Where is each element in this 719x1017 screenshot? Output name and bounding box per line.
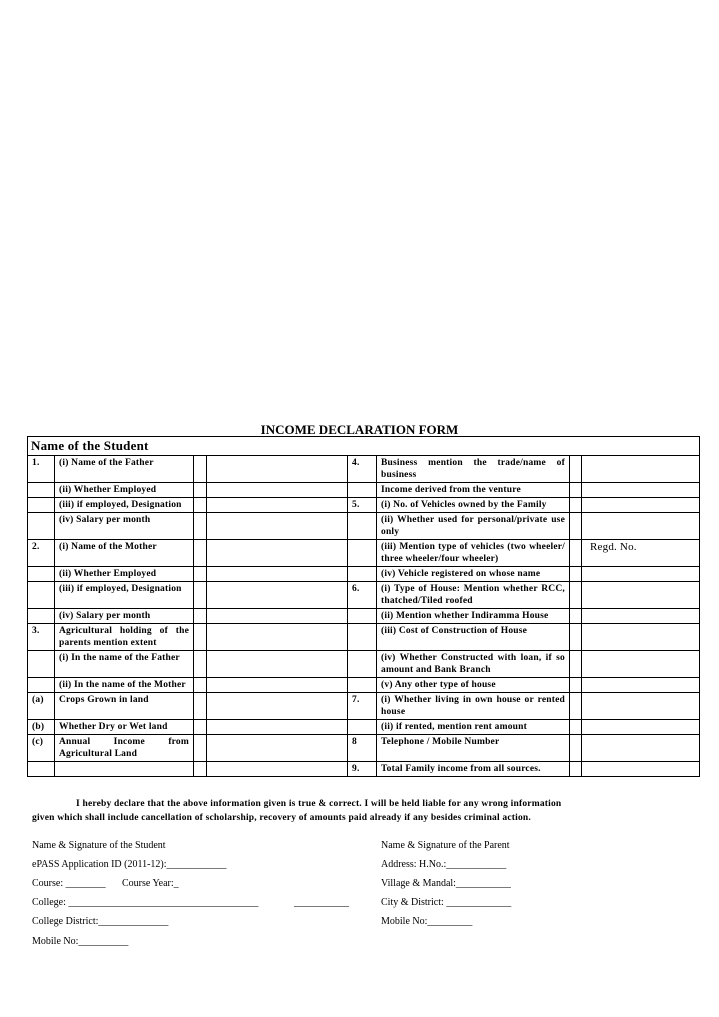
right-value-cell[interactable] — [582, 624, 700, 651]
left-row-label: Crops Grown in land — [55, 693, 194, 720]
table-row — [28, 540, 700, 567]
right-spacer-cell — [570, 735, 582, 762]
right-row-number — [348, 540, 377, 567]
left-row-number — [28, 651, 55, 678]
right-row-label: (iii) Mention type of vehicles (two wheeler/ three wheeler/four wheeler) — [377, 540, 570, 567]
table-row — [28, 567, 700, 582]
form-title: INCOME DECLARATION FORM — [260, 422, 459, 437]
left-spacer-cell — [194, 456, 207, 483]
left-value-cell[interactable] — [207, 582, 348, 609]
left-value-cell[interactable] — [207, 609, 348, 624]
right-value-cell[interactable] — [582, 720, 700, 735]
right-value-cell[interactable] — [582, 678, 700, 693]
left-spacer-cell — [194, 624, 207, 651]
left-spacer-cell — [194, 498, 207, 513]
right-row-number — [348, 651, 377, 678]
right-value-cell[interactable] — [582, 735, 700, 762]
left-row-label: (iii) if employed, Designation — [55, 498, 194, 513]
right-spacer-cell — [570, 720, 582, 735]
left-row-number — [28, 762, 55, 777]
left-spacer-cell — [194, 693, 207, 720]
left-spacer-cell — [194, 651, 207, 678]
right-row-number — [348, 609, 377, 624]
right-row-number — [348, 513, 377, 540]
student-mobile-field[interactable]: Mobile No:__________ — [32, 936, 129, 947]
left-value-cell[interactable] — [207, 567, 348, 582]
declaration-line-1: I hereby declare that the above information given is true & correct. I will be held liable for any wrong information — [76, 799, 562, 809]
right-row-label: (i) Whether living in own house or rented house — [377, 693, 570, 720]
left-value-cell[interactable] — [207, 624, 348, 651]
left-row-number — [28, 609, 55, 624]
left-row-label: Whether Dry or Wet land — [55, 720, 194, 735]
right-row-number — [348, 720, 377, 735]
left-row-label — [55, 762, 194, 777]
left-spacer-cell — [194, 513, 207, 540]
right-value-cell[interactable] — [582, 651, 700, 678]
left-row-label: (i) Name of the Father — [55, 456, 194, 483]
table-row — [28, 609, 700, 624]
student-name-row — [28, 437, 700, 456]
left-row-number: 2. — [28, 540, 55, 567]
college-district-field[interactable]: College District:______________ — [32, 916, 169, 927]
table-row — [28, 624, 700, 651]
right-value-cell[interactable] — [582, 609, 700, 624]
left-row-label: (ii) In the name of the Mother — [55, 678, 194, 693]
left-row-number — [28, 498, 55, 513]
right-row-number: 8 — [348, 735, 377, 762]
left-spacer-cell — [194, 762, 207, 777]
right-spacer-cell — [570, 540, 582, 567]
right-spacer-cell — [570, 567, 582, 582]
table-row — [28, 735, 700, 762]
table-row — [28, 762, 700, 777]
right-spacer-cell — [570, 456, 582, 483]
right-spacer-cell — [570, 483, 582, 498]
name-of-student-label: Name of the Student — [28, 437, 700, 456]
left-value-cell[interactable] — [207, 762, 348, 777]
left-value-cell[interactable] — [207, 513, 348, 540]
right-row-label: (iii) Cost of Construction of House — [377, 624, 570, 651]
left-row-label: (i) In the name of the Father — [55, 651, 194, 678]
left-row-label: (iv) Salary per month — [55, 609, 194, 624]
right-value-cell[interactable] — [582, 513, 700, 540]
student-signature-label: Name & Signature of the Student — [32, 840, 166, 851]
right-spacer-cell — [570, 513, 582, 540]
right-value-cell[interactable] — [582, 483, 700, 498]
declaration-line-2: given which shall include cancellation of scholarship, recovery of amounts paid already if any besides criminal action. — [32, 813, 531, 823]
table-row — [28, 720, 700, 735]
left-spacer-cell — [194, 609, 207, 624]
right-row-number — [348, 483, 377, 498]
parent-mobile-field[interactable]: Mobile No:_________ — [381, 916, 473, 927]
right-row-number: 4. — [348, 456, 377, 483]
left-row-label: (ii) Whether Employed — [55, 567, 194, 582]
left-spacer-cell — [194, 582, 207, 609]
right-row-label: Income derived from the venture — [377, 483, 570, 498]
table-row — [28, 678, 700, 693]
right-row-label: (ii) Whether used for personal/private use only — [377, 513, 570, 540]
left-value-cell[interactable] — [207, 456, 348, 483]
parent-signature-label: Name & Signature of the Parent — [381, 840, 510, 851]
right-row-number — [348, 567, 377, 582]
table-row — [28, 693, 700, 720]
course-field[interactable]: Course: ________ — [32, 878, 106, 889]
income-declaration-table — [27, 436, 700, 777]
right-value-cell[interactable] — [582, 456, 700, 483]
right-row-label: Business mention the trade/name of business — [377, 456, 570, 483]
table-row — [28, 582, 700, 609]
right-row-label: (iv) Vehicle registered on whose name — [377, 567, 570, 582]
college-extra-field[interactable]: ___________ — [294, 897, 349, 908]
right-spacer-cell — [570, 609, 582, 624]
left-spacer-cell — [194, 567, 207, 582]
village-mandal-field[interactable]: Village & Mandal:___________ — [381, 878, 511, 889]
left-row-number — [28, 567, 55, 582]
right-row-label: (iv) Whether Constructed with loan, if so amount and Bank Branch — [377, 651, 570, 678]
table-row — [28, 498, 700, 513]
right-row-label: (ii) Mention whether Indiramma House — [377, 609, 570, 624]
right-spacer-cell — [570, 693, 582, 720]
left-spacer-cell — [194, 720, 207, 735]
regd-no-label: Regd. No. — [582, 540, 700, 567]
right-value-cell[interactable] — [582, 567, 700, 582]
right-row-number — [348, 678, 377, 693]
address-field[interactable]: Address: H.No.:____________ — [381, 859, 507, 870]
table-row — [28, 651, 700, 678]
right-row-number: 7. — [348, 693, 377, 720]
left-row-number: (a) — [28, 693, 55, 720]
left-row-number: 3. — [28, 624, 55, 651]
right-spacer-cell — [570, 582, 582, 609]
right-row-label: Telephone / Mobile Number — [377, 735, 570, 762]
right-spacer-cell — [570, 651, 582, 678]
right-value-cell[interactable] — [582, 582, 700, 609]
left-spacer-cell — [194, 678, 207, 693]
left-value-cell[interactable] — [207, 483, 348, 498]
right-value-cell[interactable] — [582, 498, 700, 513]
right-value-cell[interactable] — [582, 762, 700, 777]
left-spacer-cell — [194, 483, 207, 498]
left-row-label: Agricultural holding of the parents mention extent — [55, 624, 194, 651]
right-spacer-cell — [570, 762, 582, 777]
left-row-number: 1. — [28, 456, 55, 483]
right-row-number: 5. — [348, 498, 377, 513]
left-row-label: (iv) Salary per month — [55, 513, 194, 540]
left-spacer-cell — [194, 540, 207, 567]
college-field[interactable]: College: ______________________________________ — [32, 897, 259, 908]
left-value-cell[interactable] — [207, 540, 348, 567]
table-row — [28, 456, 700, 483]
left-row-number — [28, 582, 55, 609]
left-row-number: (c) — [28, 735, 55, 762]
left-spacer-cell — [194, 735, 207, 762]
right-row-label: (i) Type of House: Mention whether RCC, thatched/Tiled roofed — [377, 582, 570, 609]
left-value-cell[interactable] — [207, 735, 348, 762]
right-row-label: (ii) if rented, mention rent amount — [377, 720, 570, 735]
right-row-number: 6. — [348, 582, 377, 609]
left-value-cell[interactable] — [207, 498, 348, 513]
course-year-field[interactable]: Course Year:_ — [122, 878, 179, 889]
right-row-label: (i) No. of Vehicles owned by the Family — [377, 498, 570, 513]
right-spacer-cell — [570, 678, 582, 693]
left-row-number — [28, 513, 55, 540]
declaration-text — [32, 797, 692, 825]
left-value-cell[interactable] — [207, 693, 348, 720]
left-value-cell[interactable] — [207, 678, 348, 693]
left-value-cell[interactable] — [207, 720, 348, 735]
left-row-label: (iii) if employed, Designation — [55, 582, 194, 609]
left-row-number — [28, 483, 55, 498]
right-row-number: 9. — [348, 762, 377, 777]
left-row-number — [28, 678, 55, 693]
city-district-field[interactable]: City & District: _____________ — [381, 897, 512, 908]
left-row-label: Annual Income from Agricultural Land — [55, 735, 194, 762]
left-row-label: (i) Name of the Mother — [55, 540, 194, 567]
right-spacer-cell — [570, 498, 582, 513]
left-value-cell[interactable] — [207, 651, 348, 678]
left-row-number: (b) — [28, 720, 55, 735]
right-row-number — [348, 624, 377, 651]
left-row-label: (ii) Whether Employed — [55, 483, 194, 498]
table-row — [28, 483, 700, 498]
right-row-label: (v) Any other type of house — [377, 678, 570, 693]
right-spacer-cell — [570, 624, 582, 651]
table-row — [28, 513, 700, 540]
epass-id-field[interactable]: ePASS Application ID (2011-12):____________ — [32, 859, 227, 870]
right-value-cell[interactable] — [582, 693, 700, 720]
right-row-label: Total Family income from all sources. — [377, 762, 570, 777]
